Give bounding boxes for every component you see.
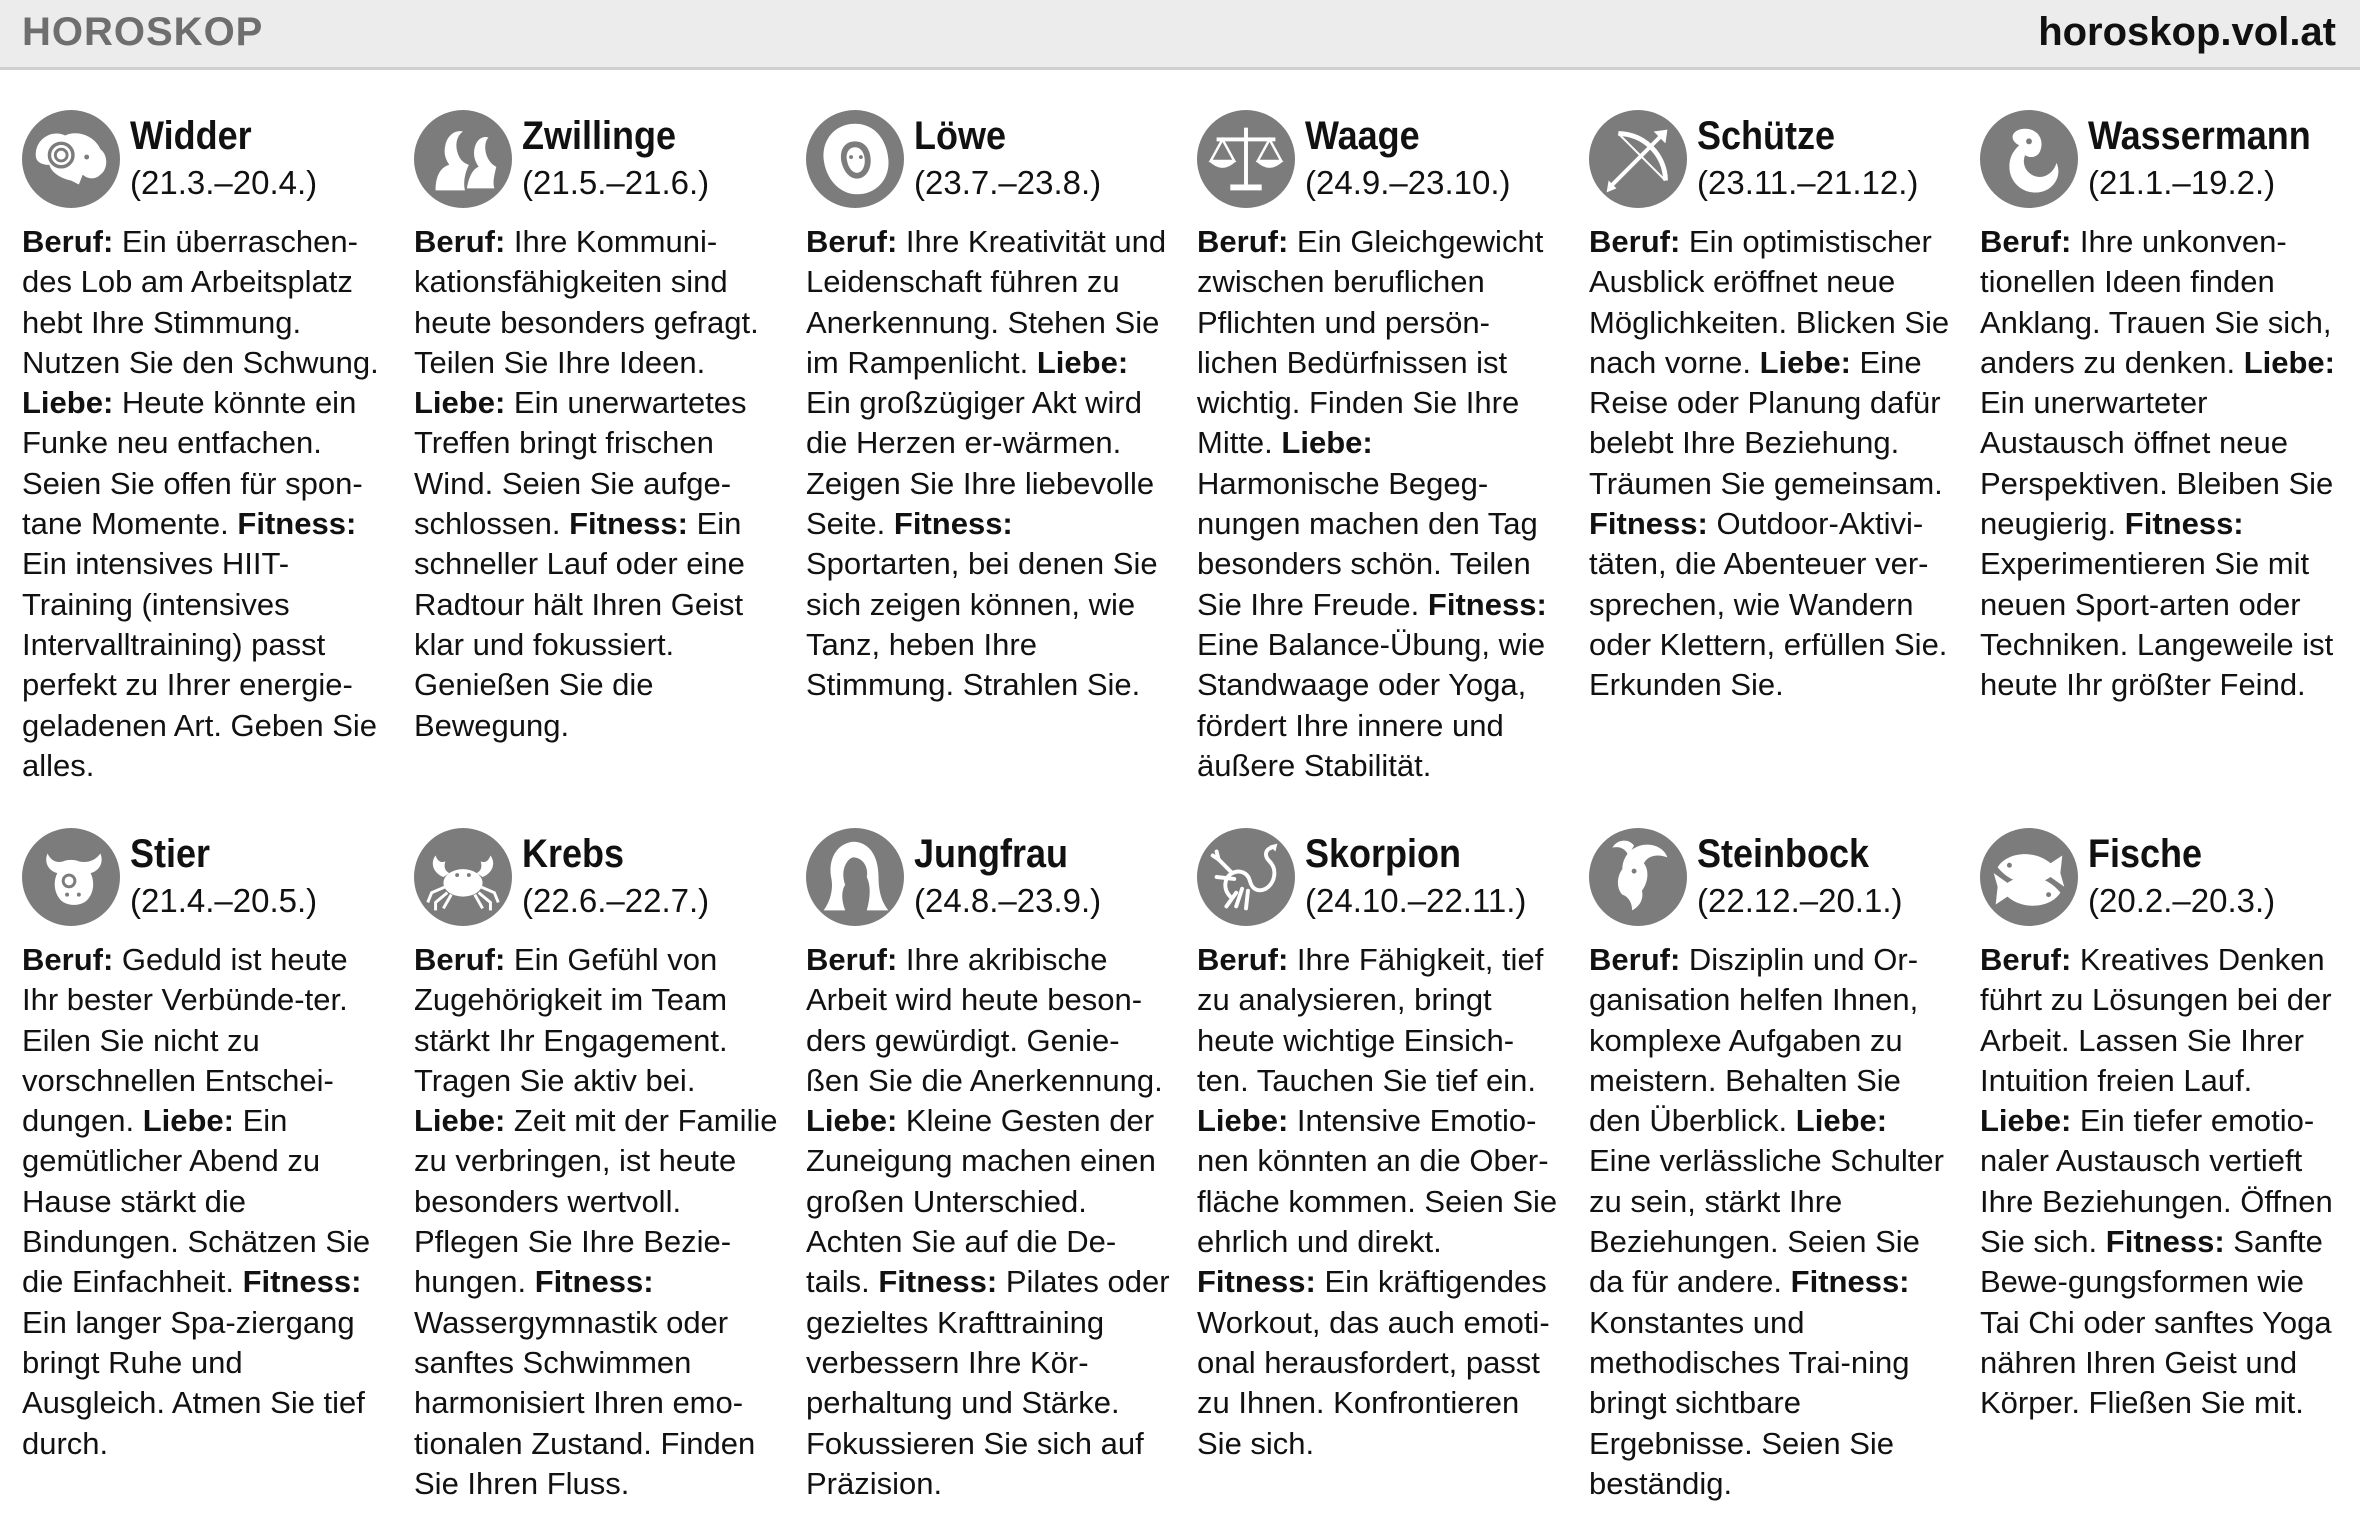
liebe-text: Harmonische Begeg-nungen machen den Tag besonders schön. Teilen Sie Ihre Freude. — [1197, 465, 1538, 622]
sign-text — [1980, 222, 2345, 706]
site-url[interactable]: horoskop.vol.at — [2038, 10, 2336, 54]
sign-header — [1980, 110, 2345, 220]
sign-name: Widder — [130, 114, 252, 158]
beruf-label: Beruf: — [1197, 942, 1289, 977]
sign-name: Fische — [2088, 832, 2203, 876]
sign-text — [414, 222, 779, 746]
fitness-text: Ein kräftigendes Workout, das auch emoti-onal herausfordert, passt zu Ihnen. Konfrontieren Sie sich. — [1197, 1264, 1550, 1461]
fitness-label: Fitness: — [534, 1264, 654, 1300]
scorpion-icon — [1197, 828, 1295, 926]
liebe-text: Zeit mit der Familie zu verbringen, ist heute besonders wertvoll. Pflegen Sie Ihre Bezie-hungen. — [414, 1103, 778, 1300]
beruf-text: Ein überraschen-des Lob am Arbeitsplatz hebt Ihre Stimmung. Nutzen Sie den Schwung. — [22, 224, 379, 380]
liebe-text: Eine Reise oder Planung dafür belebt Ihre Beziehung. Träumen Sie gemeinsam. — [1589, 344, 1943, 501]
fitness-text: Konstantes und methodisches Trai-ning bringt sichtbare Ergebnisse. Seien Sie beständig. — [1589, 1304, 1910, 1501]
twins-icon — [414, 110, 512, 208]
beruf-text: Ihre unkonven-tionellen Ideen finden Anklang. Trauen Sie sich, anders zu denken. — [1980, 224, 2332, 380]
liebe-text: Ein gemütlicher Abend zu Hause stärkt die Bindungen. Schätzen Sie die Einfachheit. — [22, 1103, 371, 1300]
sign-text — [414, 940, 779, 1504]
virgin-icon — [806, 828, 904, 926]
sign-name: Krebs — [522, 832, 625, 876]
bull-icon — [22, 828, 120, 926]
fitness-text: Eine Balance-Übung, wie Standwaage oder Yoga, fördert Ihre innere und äußere Stabilität. — [1197, 626, 1546, 783]
sign-name: Waage — [1305, 114, 1420, 158]
beruf-text: Ihre Fähigkeit, tief zu analysieren, bringt heute wichtige Einsich-ten. Tauchen Sie tief ein. — [1197, 942, 1544, 1098]
fitness-text: Sanfte Bewe-gungsformen wie Tai Chi oder sanftes Yoga nähren Ihren Geist und Körper. Fließen Sie mit. — [1980, 1224, 2332, 1421]
sign-dates: (21.4.–20.5.) — [130, 882, 318, 919]
liebe-label: Liebe: — [1197, 1103, 1289, 1139]
beruf-text: Geduld ist heute Ihr bester Verbünde-ter. Eilen Sie nicht zu vorschnellen Entschei-dungen. — [22, 942, 348, 1139]
sign-card-widder — [22, 110, 387, 786]
sign-card-skorpion — [1197, 828, 1562, 1464]
page-title: HOROSKOP — [22, 10, 264, 54]
fitness-label: Fitness: — [1589, 506, 1708, 542]
beruf-label: Beruf: — [1197, 224, 1289, 259]
fitness-text: Ein schneller Lauf oder eine Radtour hält Ihren Geist klar und fokussiert. Genießen Sie die Bewegung. — [414, 506, 745, 743]
liebe-text: Ein unerwarteter Austausch öffnet neue Perspektiven. Bleiben Sie neugierig. — [1980, 385, 2334, 542]
liebe-label: Liebe: — [1795, 1103, 1888, 1139]
beruf-label: Beruf: — [414, 942, 506, 977]
beruf-label: Beruf: — [22, 942, 114, 977]
sign-card-krebs — [414, 828, 779, 1504]
sign-name: Zwillinge — [522, 114, 677, 158]
liebe-text: Eine verlässliche Schulter zu sein, stärkt Ihre Beziehungen. Seien Sie da für andere. — [1589, 1143, 1944, 1300]
sign-dates: (23.7.–23.8.) — [914, 164, 1102, 201]
fitness-label: Fitness: — [569, 506, 688, 542]
sign-dates: (21.5.–21.6.) — [522, 164, 710, 201]
sign-card-stier — [22, 828, 387, 1464]
fitness-text: Pilates oder gezieltes Krafttraining verbessern Ihre Kör-perhaltung und Stärke. Fokussieren Sie sich auf Präzision. — [806, 1264, 1170, 1501]
beruf-text: Ein optimistischer Ausblick eröffnet neue Möglichkeiten. Blicken Sie nach vorne. — [1589, 224, 1950, 380]
archer-icon — [1589, 110, 1687, 208]
sign-card-wassermann — [1980, 110, 2345, 706]
fitness-text: Ein langer Spa-ziergang bringt Ruhe und Ausgleich. Atmen Sie tief durch. — [22, 1304, 365, 1461]
beruf-label: Beruf: — [1589, 224, 1681, 259]
sign-card-fische — [1980, 828, 2345, 1424]
beruf-label: Beruf: — [1589, 942, 1681, 977]
sign-text — [806, 940, 1171, 1504]
liebe-text: Ein unerwartetes Treffen bringt frischen Wind. Seien Sie aufge-schlossen. — [414, 385, 747, 542]
liebe-text: Ein großzügiger Akt wird die Herzen er-wärmen. Zeigen Sie Ihre liebevolle Seite. — [806, 385, 1155, 542]
sign-header — [1589, 828, 1954, 938]
fitness-label: Fitness: — [2124, 506, 2244, 542]
sign-card-zwillinge — [414, 110, 779, 746]
liebe-text: Kleine Gesten der Zuneigung machen einen großen Unterschied. Achten Sie auf die De-tails. — [806, 1103, 1156, 1300]
scales-icon — [1197, 110, 1295, 208]
liebe-text: Ein tiefer emotio-naler Austausch vertieft Ihre Beziehungen. Öffnen Sie sich. — [1980, 1103, 2333, 1260]
liebe-label: Liebe: — [1036, 344, 1129, 380]
liebe-label: Liebe: — [414, 1103, 506, 1139]
beruf-label: Beruf: — [414, 224, 506, 259]
beruf-text: Disziplin und Or-ganisation helfen Ihnen, komplexe Aufgaben zu meistern. Behalten Sie den Überblick. — [1589, 942, 1919, 1139]
sign-header — [414, 828, 779, 938]
sign-dates: (22.6.–22.7.) — [522, 882, 710, 919]
sign-text — [1589, 222, 1954, 706]
fitness-label: Fitness: — [237, 506, 357, 542]
fitness-label: Fitness: — [242, 1264, 362, 1300]
sign-header — [806, 110, 1171, 220]
sign-text — [22, 222, 387, 786]
page-header — [0, 0, 2360, 70]
sign-card-waage — [1197, 110, 1562, 786]
fitness-label: Fitness: — [893, 506, 1013, 542]
sign-dates: (24.9.–23.10.) — [1305, 164, 1511, 201]
sign-name: Steinbock — [1697, 832, 1870, 876]
fitness-label: Fitness: — [1427, 586, 1547, 622]
fitness-label: Fitness: — [878, 1264, 998, 1300]
sign-text — [1980, 940, 2345, 1424]
liebe-label: Liebe: — [22, 385, 114, 421]
liebe-label: Liebe: — [806, 1103, 898, 1139]
sign-dates: (20.2.–20.3.) — [2088, 882, 2276, 919]
sign-dates: (21.3.–20.4.) — [130, 164, 318, 201]
fitness-text: Experimentieren Sie mit neuen Sport-arten oder Techniken. Langeweile ist heute Ihr größter Feind. — [1980, 546, 2334, 703]
sign-dates: (21.1.–19.2.) — [2088, 164, 2276, 201]
fitness-label: Fitness: — [1197, 1264, 1316, 1300]
beruf-text: Kreatives Denken führt zu Lösungen bei der Arbeit. Lassen Sie Ihrer Intuition freien Lauf. — [1980, 942, 2332, 1098]
sign-card-jungfrau — [806, 828, 1171, 1504]
beruf-text: Ihre akribische Arbeit wird heute beson-ders gewürdigt. Genie-ßen Sie die Anerkennung. — [806, 942, 1163, 1098]
fitness-text: Sportarten, bei denen Sie sich zeigen können, wie Tanz, heben Ihre Stimmung. Strahlen Sie. — [806, 546, 1158, 703]
liebe-label: Liebe: — [1759, 344, 1851, 380]
fitness-text: Outdoor-Aktivi-täten, die Abenteuer ver-sprechen, wie Wandern oder Klettern, erfüllen Sie. Erkunden Sie. — [1589, 506, 1948, 703]
sign-name: Jungfrau — [914, 832, 1069, 876]
fitness-label: Fitness: — [2105, 1224, 2225, 1260]
sign-header — [22, 828, 387, 938]
sign-dates: (23.11.–21.12.) — [1697, 164, 1919, 201]
sign-name: Skorpion — [1305, 832, 1462, 876]
beruf-text: Ihre Kreativität und Leidenschaft führen zu Anerkennung. Stehen Sie im Rampenlicht. — [806, 224, 1167, 380]
sign-text — [22, 940, 387, 1464]
beruf-text: Ein Gefühl von Zugehörigkeit im Team stärkt Ihr Engagement. Tragen Sie aktiv bei. — [414, 942, 728, 1098]
liebe-label: Liebe: — [2243, 344, 2335, 380]
sign-card-löwe — [806, 110, 1171, 706]
liebe-text: Heute könnte ein Funke neu entfachen. Seien Sie offen für spon-tane Momente. — [22, 385, 363, 542]
beruf-label: Beruf: — [1980, 942, 2072, 977]
beruf-label: Beruf: — [22, 224, 114, 259]
sign-name: Stier — [130, 832, 211, 876]
sign-name: Wassermann — [2088, 114, 2311, 158]
liebe-label: Liebe: — [142, 1103, 234, 1139]
beruf-text: Ihre Kommuni-kationsfähigkeiten sind heute besonders gefragt. Teilen Sie Ihre Ideen. — [414, 224, 759, 380]
sign-card-schütze — [1589, 110, 1954, 706]
crab-icon — [414, 828, 512, 926]
sign-header — [414, 110, 779, 220]
sign-dates: (24.8.–23.9.) — [914, 882, 1102, 919]
liebe-label: Liebe: — [414, 385, 506, 421]
sign-text — [1197, 940, 1562, 1464]
goat-icon — [1589, 828, 1687, 926]
sign-text — [806, 222, 1171, 706]
beruf-text: Ein Gleichgewicht zwischen beruflichen Pflichten und persön-lichen Bedürfnissen ist wichtig. Finden Sie Ihre Mitte. — [1197, 224, 1544, 461]
sign-header — [1197, 110, 1562, 220]
fitness-text: Wassergymnastik oder sanftes Schwimmen harmonisiert Ihren emo-tionalen Zustand. Finden Sie Ihren Fluss. — [414, 1304, 756, 1501]
liebe-label: Liebe: — [1281, 425, 1373, 461]
sign-text — [1197, 222, 1562, 786]
sign-header — [1980, 828, 2345, 938]
lion-icon — [806, 110, 904, 208]
sign-dates: (22.12.–20.1.) — [1697, 882, 1903, 919]
sign-name: Löwe — [914, 114, 1007, 158]
fitness-label: Fitness: — [1790, 1264, 1910, 1300]
sign-card-steinbock — [1589, 828, 1954, 1504]
ram-icon — [22, 110, 120, 208]
sign-header — [1589, 110, 1954, 220]
sign-header — [1197, 828, 1562, 938]
sign-dates: (24.10.–22.11.) — [1305, 882, 1527, 919]
beruf-label: Beruf: — [806, 224, 898, 259]
fish-icon — [1980, 828, 2078, 926]
liebe-text: Intensive Emotio-nen könnten an die Ober-fläche kommen. Seien Sie ehrlich und direkt. — [1197, 1103, 1558, 1260]
beruf-label: Beruf: — [1980, 224, 2072, 259]
fitness-text: Ein intensives HIIT-Training (intensives Intervalltraining) passt perfekt zu Ihrer energie-geladenen Art. Geben Sie alles. — [22, 546, 378, 783]
sign-header — [22, 110, 387, 220]
beruf-label: Beruf: — [806, 942, 898, 977]
liebe-label: Liebe: — [1980, 1103, 2072, 1139]
water-bearer-icon — [1980, 110, 2078, 208]
sign-header — [806, 828, 1171, 938]
sign-text — [1589, 940, 1954, 1504]
sign-name: Schütze — [1697, 114, 1836, 158]
